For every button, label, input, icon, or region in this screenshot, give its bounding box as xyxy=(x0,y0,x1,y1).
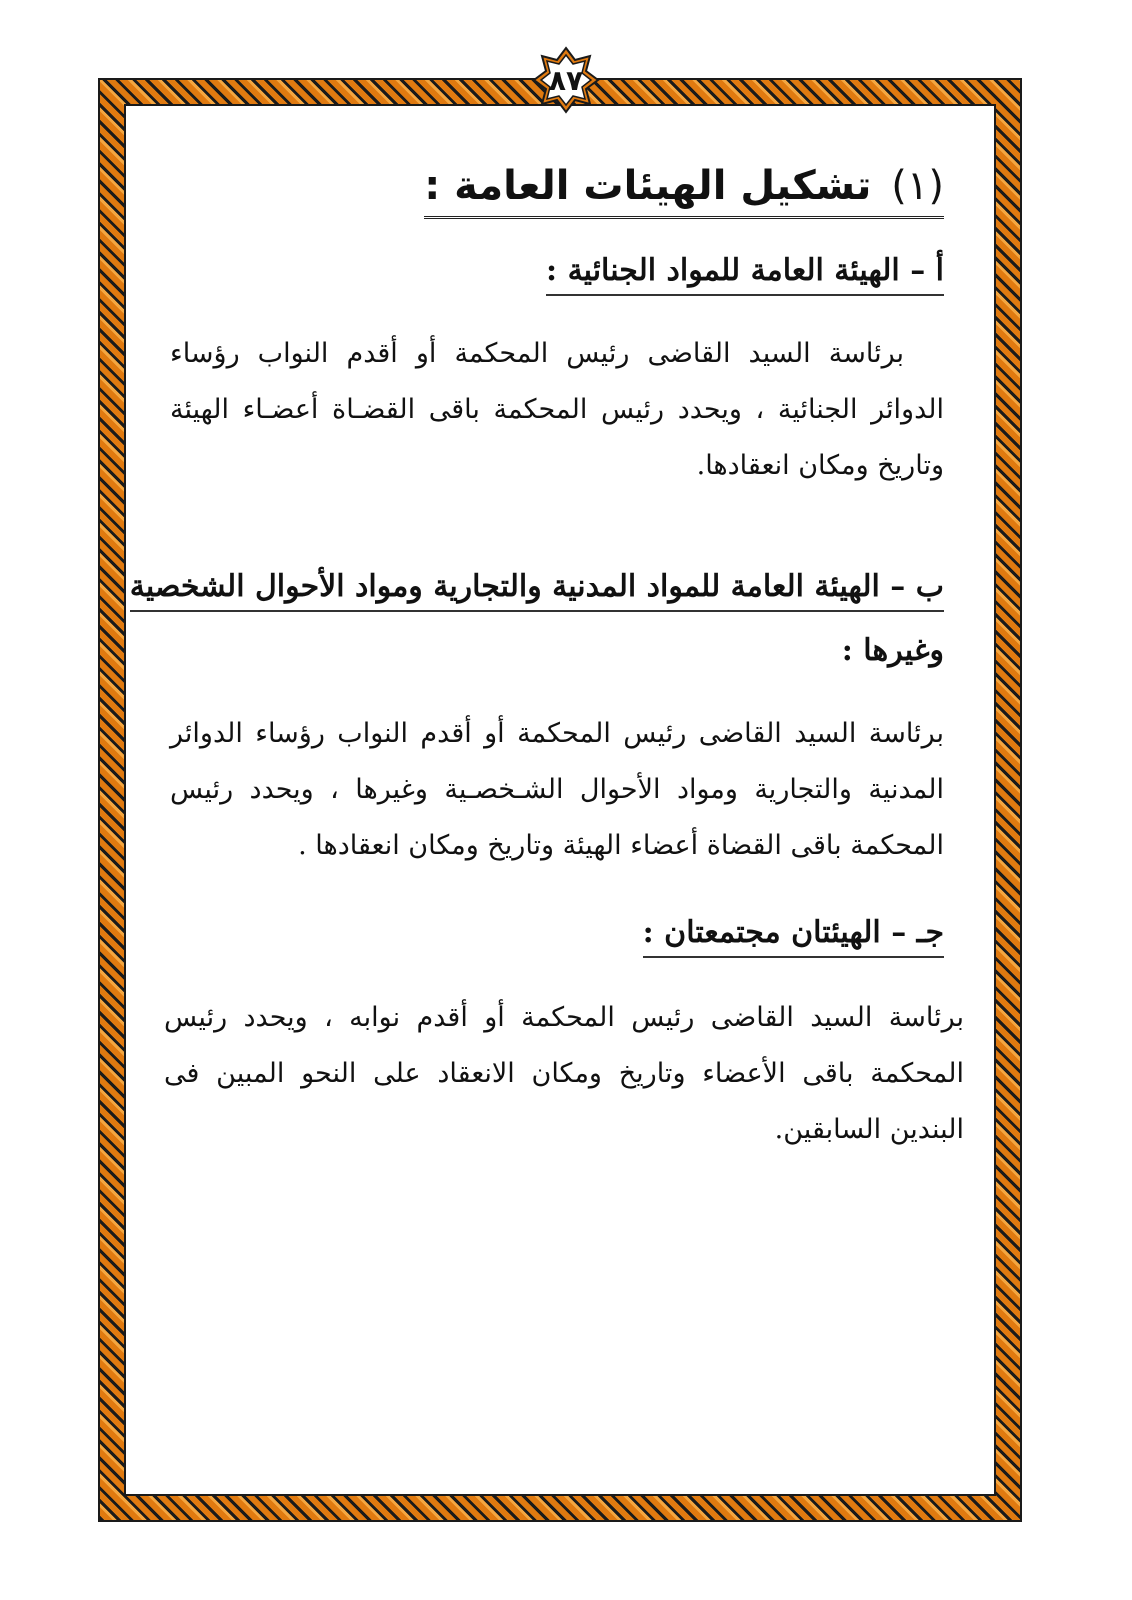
title-text: تشكيل الهيئات العامة xyxy=(454,163,872,209)
section-a-body: برئاسة السيد القاضى رئيس المحكمة أو أقدم النواب رؤساء الدوائر الجنائية ، ويحدد رئيس المحكمة باقى القضـاة أعضـاء الهيئة وتاريخ ومكان انعقادها. xyxy=(170,338,944,481)
section-b-body: برئاسة السيد القاضى رئيس المحكمة أو أقدم النواب رؤساء الدوائر المدنية والتجارية ومواد الأحوال الشـخصـية وغيرها ، ويحدد رئيس المحكمة باقى القضاة أعضاء الهيئة وتاريخ ومكان انعقادها . xyxy=(170,718,944,861)
page-number-badge xyxy=(532,46,600,114)
title-colon: : xyxy=(424,163,441,209)
section-a-heading: أ – الهيئة العامة للمواد الجنائية : xyxy=(546,248,944,296)
title-number: (١) xyxy=(891,163,944,209)
section-c-heading: جـ – الهيئتان مجتمعتان : xyxy=(643,910,944,958)
section-b-heading-line1: ب – الهيئة العامة للمواد المدنية والتجارية ومواد الأحوال الشخصية xyxy=(130,564,944,612)
section-b-heading-line2: وغيرها : xyxy=(841,633,944,668)
section-c-body: برئاسة السيد القاضى رئيس المحكمة أو أقدم نوابه ، ويحدد رئيس المحكمة باقى الأعضاء وتاريخ ومكان الانعقاد على النحو المبين فى البندين السابقين. xyxy=(164,1002,964,1145)
main-title xyxy=(424,158,944,219)
page-number: ٨٧ xyxy=(548,63,584,97)
